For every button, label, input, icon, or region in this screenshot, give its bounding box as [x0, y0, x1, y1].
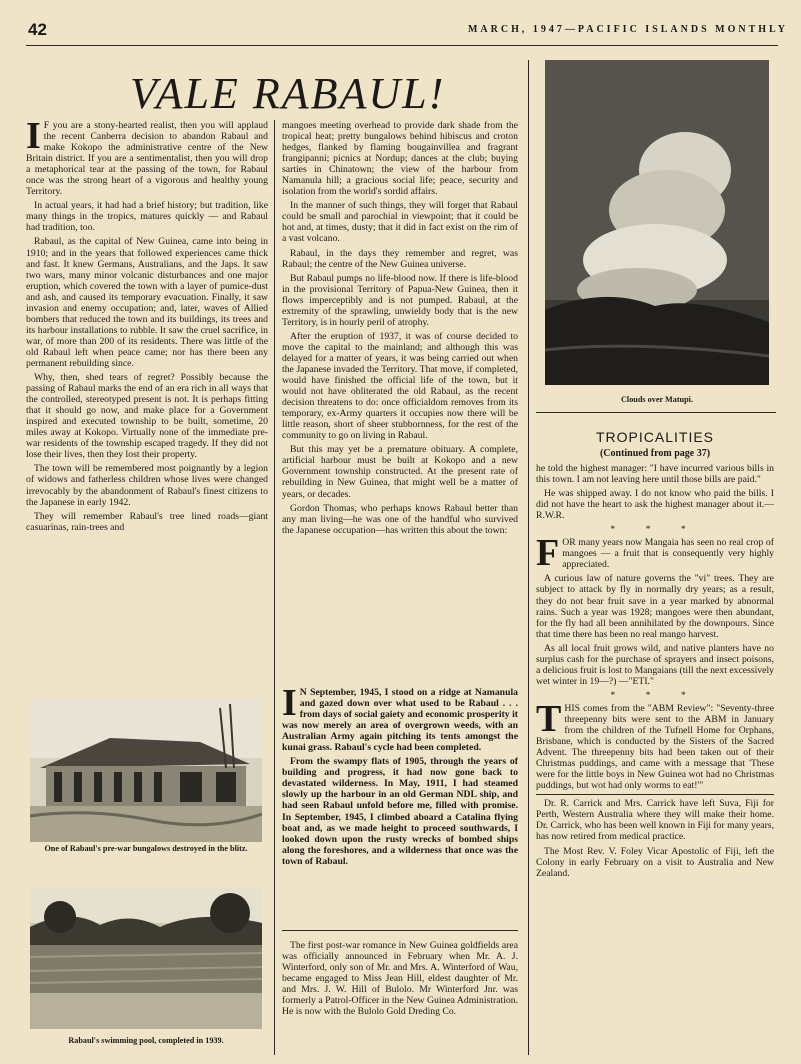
page-header	[28, 20, 788, 42]
header-rule	[26, 45, 778, 46]
article-para-5: The town will be remembered most poignantly by a legion of widows and fatherless children whose lives were changed irrevocably by the abandonment of Rabaul's finest citizens to the Japanese in early 1942.	[26, 463, 268, 508]
article-para-7: mangoes meeting overhead to provide dark shade from the tropical heat; pretty bungalows behind hibiscus and croton hedges, flanked by flaming bougainvillea and fragrant frangipanni; picnics at Nordup; dances at the club; buying sarties in Chinatown; the view of the harbour from Namanula hill; a gracious social life; peace, security and isolation from the world's sordid affairs.	[282, 120, 518, 198]
clouds-caption: Clouds over Matupi.	[621, 395, 693, 404]
article-para-6: They will remember Rabaul's tree lined roads—giant casuarinas, rain-trees and	[26, 510, 268, 533]
separator-stars-2: * * *	[610, 689, 700, 701]
romance-para: The first post-war romance in New Guinea goldfields area was officially announced in February when Mr. A. J. Winterford, only son of Mr. and Mrs. A. Winterford of Wau, became engaged to Miss Jean Hill, eldest daughter of Mr. and Mrs. J. W. Hill of Bulolo. Mr Winterford Jnr. was formerly a Patrol-Officer in the New Guinea Administration. He is now with the Bulolo Gold Dreding Co.	[282, 940, 518, 1018]
column-divider-1	[274, 120, 275, 1055]
quote-drop-cap: I	[282, 687, 297, 724]
tropicalities-column	[536, 463, 774, 1055]
article-para-3: Rabaul, as the capital of New Guinea, came into being in 1910; and in the years that followed experiences came thick and fast. It knew Germans, Australians, and the Japs. It saw two wars, many minor volcanic disturbances and one major eruption, which covered the town with a layer of pumice-dust and ash, and caused its temporary evacuation. Finally, it saw invasion and enemy occupation; and, later, waves of Allied bombers that reduced the town and its buildings, its trees and its harbour installations to rubble. It saw the cruel sacrifice, in war, of more than 200 of its residents. There was little of the old Rabaul left when peace came; nor has there been any permanent rebuilding since.	[26, 236, 268, 369]
tropo-drop-cap-1: F	[536, 532, 560, 575]
quote-para-2: From the swampy flats of 1905, through the years of building and progress, it had now gone back to devastated wilderness. In May, 1911, I had steamed slowly up the harbour in an old German NDL ship, and had seen Rabaul unfold before me, filled with promise. In September, 1945, I climbed aboard a Catalina flying boat and, as we made height to proceed southwards, I looked down upon the rusty wrecks of bombed ships along the foreshores, and a wilderness that once was the town of Rabaul.	[282, 756, 518, 867]
tropicalities-rule-top	[536, 412, 776, 413]
article-column-2	[282, 120, 518, 690]
running-title: MARCH, 1947—PACIFIC ISLANDS MONTHLY	[467, 24, 788, 35]
pool-caption: Rabaul's swimming pool, completed in 1939.	[68, 1036, 224, 1045]
article-title: VALE RABAUL!	[130, 69, 446, 118]
tropo-para-5: As all local fruit grows wild, and native planters have no surplus cash for the purchase of sprayers and insect poisons, a delicious fruit is lost to Mangaians (till the next excessively wet winter in 19—?) —"ETI."	[536, 642, 774, 687]
bungalow-caption: One of Rabaul's pre-war bungalows destroyed in the blitz.	[44, 844, 248, 853]
romance-item	[282, 940, 518, 1055]
article-para-1: I F you are a stony-hearted realist, then you will applaud the recent Canberra decision to abandon Rabaul and make Kokopo the administrative centre of the New Britain district. If you are a sentimentalist, then you will drop a metaphorical tear at the passing of the town, for Rabaul once was the strong heart of a vigorous and healthy young Territory.	[26, 120, 268, 198]
article-para-8: In the manner of such things, they will forget that Rabaul could be small and parochial in viewpoint; that it could be hot and, at times, dusty; that it did in fact exist on the rim of a vast volcano.	[282, 200, 518, 245]
tropo-para-2: He was shipped away. I do not know who paid the bills. I did not have the heart to ask the highest manager about it.—R.W.R.	[536, 488, 774, 522]
tropicalities-continued: (Continued from page 37)	[599, 448, 711, 459]
quote-para-1: I N September, 1945, I stood on a ridge at Namanula and gazed down over what used to be Rabaul . . . from days of social gaiety and economic prosperity it was now merely an area of overgrown weeds, with an Australian Army again pitching its tents amongst the kunai grass. Rabaul's cycle had been completed.	[282, 687, 518, 754]
tropo-para-8: The Most Rev. V. Foley Vicar Apostolic of Fiji, left the Colony in early February on a visit to Australia and New Zealand.	[536, 845, 774, 879]
page-number: 42	[28, 20, 47, 39]
article-para-2: In actual years, it had had a brief history; but tradition, like many things in the tropics, matures quickly — and Rabaul had tradition, too.	[26, 200, 268, 234]
article-para-12: But this may yet be a premature obituary. A complete, artificial harbour must be built at Kokopo and a new Government township constructed. At the present rate of rebuilding in New Guinea, that might well be a matter of years, or decades.	[282, 444, 518, 500]
article-para-13: Gordon Thomas, who perhaps knows Rabaul better than any man living—he was one of the handful who survived the Japanese occupation—has written this about the town:	[282, 502, 518, 536]
article-para-10: But Rabaul pumps no life-blood now. If there is life-blood in the provisional Territory of Papua-New Guinea, then it flows imperceptibly and is not pumped. Rabaul, at the extremity of the sprawling, unwieldy body that is the new Territory, is in hourly peril of atrophy.	[282, 272, 518, 328]
quoted-passage	[282, 687, 518, 919]
tropo-rule	[536, 794, 774, 795]
article-para-11: After the eruption of 1937, it was of course decided to move the capital to the mainland; and although this was delayed for a matter of years, it was being carried out when the Japanese invaded the Territory. That move, if completed, would have finished the official life of the town, but it would not have obliterated the old Rabaul, as the recent decision threatens to do: once officialdom removes from its temporary, ex-Army quarters it occupies now there will be little reason, short of sheer stubbornness, for the rest of the community to go on living in Rabaul.	[282, 330, 518, 442]
tropo-para-7: Dr. R. Carrick and Mrs. Carrick have left Suva, Fiji for Perth, Western Australia where they will make their home. Dr. Carrick, who has been well known in Fiji for many years, has now retired from medical practice.	[536, 798, 774, 843]
article-para-4: Why, then, shed tears of regret? Possibly because the passing of Rabaul marks the end of an era rich in all ways that the controlled, stereotyped present is not. It is perhaps fitting that it should go now, and make place for a Government inspired and executed township to be built, sometime, 20 miles away at Kokopo. Virtually none of the immediate pre-war residents of the township escaped tragedy. If they did not lose their lives, then they lost their property.	[26, 372, 268, 461]
article-column-1	[26, 120, 268, 696]
tropo-para-4: A curious law of nature governs the "vi" trees. They are subject to attack by fly in normally dry years; as a result, they do not bear fruit save in a year marked by abnormal rains. Such a year was 1928; mangoes were then abundant, for the fly had all been annihilated by the downpours. Since that time there has been no real mango harvest.	[536, 573, 774, 640]
clouds-photo	[545, 60, 769, 385]
bungalow-photo	[30, 698, 262, 842]
tropo-para-3: FOR many years now Mangaia has seen no real crop of mangoes — a fruit that is consequently very highly appreciated.	[536, 532, 774, 575]
column-divider-2	[528, 60, 529, 1055]
tropicalities-heading: TROPICALITIES	[595, 429, 715, 445]
drop-cap: I	[26, 120, 41, 157]
separator-stars-1: * * *	[610, 524, 700, 536]
romance-rule	[282, 930, 518, 931]
tropo-para-1: he told the highest manager: "I have incurred various bills in this town. I am not leaving here until those bills are paid."	[536, 463, 774, 486]
tropo-para-6: THIS comes from the "ABM Review": "Seventy-three threepenny bits were sent to the ABM in January from the children of the Tufnell Home for Orphans, Brisbane, which is conducted by the Sisters of the Sacred Advent. The threepenny bits had been taken out of their Christmas puddings, and came with a message that 'These were for the little boys in New Guinea wot had no Christmas puddings, but wot had only worms to eat!'"	[536, 697, 774, 792]
pool-photo	[30, 887, 262, 1029]
tropo-drop-cap-2: T	[536, 697, 562, 740]
article-para-9: Rabaul, in the days they remember and regret, was Rabaul; the centre of the New Guinea universe.	[282, 247, 518, 270]
